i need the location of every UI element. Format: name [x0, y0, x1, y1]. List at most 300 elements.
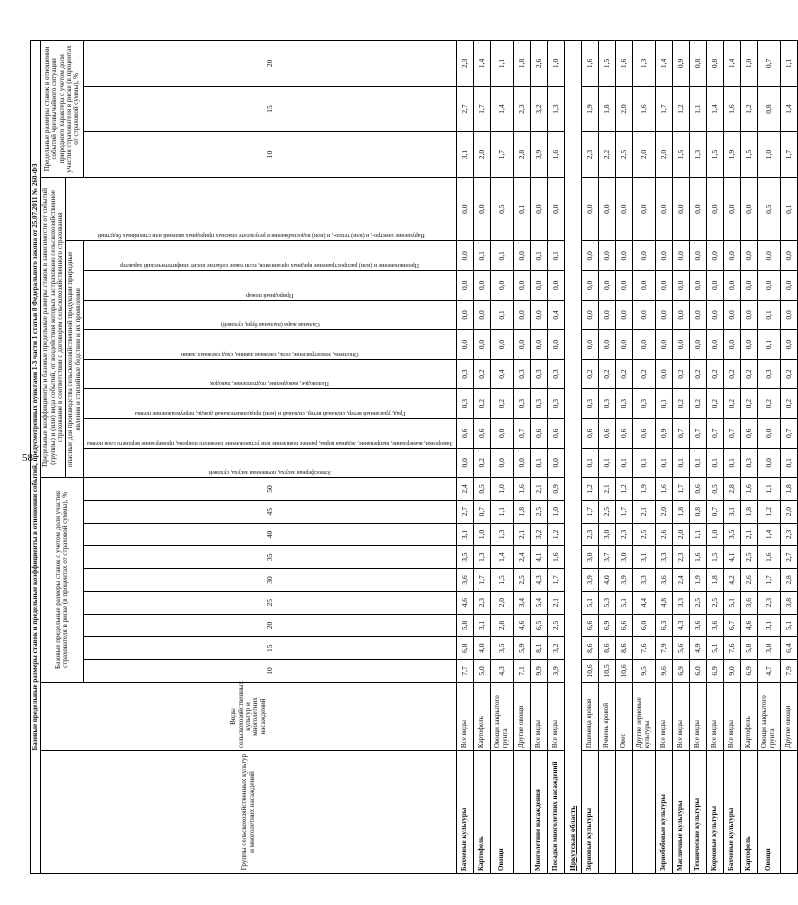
- event-cell: 0,0: [689, 271, 706, 301]
- rate-cell: 1,0: [473, 523, 490, 546]
- right-cell: 1,4: [723, 41, 740, 87]
- event-cell: 0,2: [473, 359, 490, 389]
- right-cell: 1,1: [689, 86, 706, 132]
- event-cell: 0,0: [598, 300, 615, 330]
- right-cell: 1,5: [706, 132, 723, 178]
- event-cell: 0,0: [723, 177, 740, 241]
- rate-cell: 1,3: [473, 546, 490, 569]
- right-cell: 1,3: [689, 132, 706, 178]
- right-cell: 2,3: [456, 41, 473, 87]
- event-cell: 0,0: [632, 241, 655, 271]
- right-cell: 0,8: [757, 86, 780, 132]
- group-cell: [632, 751, 655, 874]
- rate-cell: 2,1: [598, 478, 615, 501]
- event-cell: 0,2: [740, 389, 757, 419]
- rate-cell: 6,9: [598, 614, 615, 637]
- table-row: [547, 41, 564, 874]
- event-cell: 0,1: [757, 300, 780, 330]
- event-cell: 0,0: [757, 448, 780, 478]
- event-cell: 0,0: [740, 241, 757, 271]
- event-cell: 0,1: [581, 448, 598, 478]
- right-cell: 1,6: [547, 132, 564, 178]
- event-cell: 0,2: [780, 389, 797, 419]
- base-rate-level: 30: [84, 569, 457, 592]
- rate-cell: 3,0: [615, 546, 632, 569]
- rate-cell: 2,6: [655, 523, 672, 546]
- event-cell: 0,3: [513, 389, 530, 419]
- crop-cell: Ячмень яровой: [598, 682, 615, 750]
- rate-cell: 5,0: [473, 660, 490, 683]
- event-cell: 0,7: [706, 418, 723, 448]
- event-cell: 0,0: [581, 177, 598, 241]
- rate-cell: 2,0: [780, 500, 797, 523]
- right-cell: 2,7: [456, 86, 473, 132]
- event-cell: 0,2: [581, 359, 598, 389]
- event-cell: 0,1: [530, 448, 547, 478]
- rate-cell: 3,2: [530, 523, 547, 546]
- event-cell: 0,6: [615, 418, 632, 448]
- rate-cell: 1,6: [655, 478, 672, 501]
- table-row: [490, 41, 513, 874]
- right-cell: 1,2: [740, 86, 757, 132]
- event-cell: 0,0: [473, 330, 490, 360]
- rate-cell: 7,9: [655, 637, 672, 660]
- event-cell: 0,0: [780, 300, 797, 330]
- right-cell: 1,0: [757, 132, 780, 178]
- right-cell: 1,4: [780, 86, 797, 132]
- rate-cell: 1,6: [513, 478, 530, 501]
- rate-cell: 2,4: [513, 546, 530, 569]
- event-cell: 0,0: [456, 300, 473, 330]
- rate-cell: 3,2: [547, 637, 564, 660]
- event-col-header: Атмосферная засуха, почвенная засуха, суховей: [208, 469, 332, 476]
- rate-cell: 4,1: [723, 546, 740, 569]
- event-cell: 0,0: [547, 330, 564, 360]
- rate-cell: 6,6: [615, 614, 632, 637]
- rate-cell: 2,5: [706, 591, 723, 614]
- table-row: [689, 41, 706, 874]
- right-cell: 1,5: [672, 132, 689, 178]
- event-cell: 0,1: [689, 448, 706, 478]
- event-cell: 0,4: [490, 359, 513, 389]
- event-cell: 0,3: [547, 389, 564, 419]
- rate-cell: 1,1: [757, 478, 780, 501]
- event-cell: 0,0: [723, 300, 740, 330]
- right-cell: 3,2: [530, 86, 547, 132]
- event-cell: 0,0: [547, 177, 564, 241]
- rate-cell: 8,6: [598, 637, 615, 660]
- rate-cell: 6,9: [740, 660, 757, 683]
- event-cell: 0,0: [581, 241, 598, 271]
- rate-cell: 2,0: [490, 591, 513, 614]
- rates-table: [30, 40, 798, 874]
- rate-cell: 3,6: [655, 569, 672, 592]
- event-cell: 0,2: [689, 359, 706, 389]
- base-rate-level: 40: [84, 523, 457, 546]
- group-cell: Картофель: [740, 751, 757, 874]
- crop-cell: Все виды: [456, 682, 473, 750]
- rate-cell: 1,8: [780, 478, 797, 501]
- base-rate-level: 10: [84, 660, 457, 683]
- right-cell: 1,7: [490, 132, 513, 178]
- table-row: [581, 41, 598, 874]
- right-cell: 1,3: [632, 41, 655, 87]
- event-cell: 0,1: [547, 241, 564, 271]
- event-cell: 0,1: [723, 448, 740, 478]
- rate-cell: 3,1: [757, 614, 780, 637]
- rate-cell: 3,6: [456, 569, 473, 592]
- event-cell: 0,1: [757, 330, 780, 360]
- rate-cell: 1,6: [689, 546, 706, 569]
- group-cell: Бахчевые культуры: [723, 751, 740, 874]
- rate-cell: 1,5: [706, 546, 723, 569]
- event-cell: 0,0: [672, 300, 689, 330]
- event-cell: 0,1: [655, 448, 672, 478]
- event-cell: 0,0: [598, 241, 615, 271]
- group-cell: [513, 751, 530, 874]
- rate-cell: 1,7: [757, 569, 780, 592]
- event-cell: 0,0: [780, 241, 797, 271]
- event-cell: 0,0: [740, 330, 757, 360]
- rate-cell: 3,8: [780, 591, 797, 614]
- right-cell: 0,8: [689, 41, 706, 87]
- event-cell: 0,0: [672, 271, 689, 301]
- event-cell: 0,1: [672, 448, 689, 478]
- group-cell: Многолетние насаждения: [530, 751, 547, 874]
- crop-cell: Все виды: [723, 682, 740, 750]
- group-cell: Кормовые культуры: [706, 751, 723, 874]
- right-level: 10: [84, 132, 457, 178]
- right-cell: 2,0: [473, 132, 490, 178]
- right-cell: 2,3: [513, 86, 530, 132]
- event-cell: 0,2: [723, 359, 740, 389]
- event-col-header: Заморозки, вымерзание, выпревание, ледяная корка, раннее появление или установление снежного покрова, промерзание верхнего слоя почвы: [87, 439, 453, 446]
- rate-cell: 2,5: [547, 614, 564, 637]
- rate-cell: 1,2: [581, 478, 598, 501]
- event-cell: 0,7: [513, 418, 530, 448]
- rate-cell: 3,9: [615, 569, 632, 592]
- table-row: [456, 41, 473, 874]
- right-cell: 1,4: [655, 41, 672, 87]
- event-cell: 0,7: [672, 418, 689, 448]
- event-cell: 0,0: [780, 330, 797, 360]
- base-rate-level: 25: [84, 591, 457, 614]
- base-rate-level: 20: [84, 614, 457, 637]
- event-cell: 0,0: [655, 300, 672, 330]
- rate-cell: 6,0: [689, 660, 706, 683]
- right-cell: 1,6: [615, 41, 632, 87]
- table-row: [615, 41, 632, 874]
- rate-cell: 3,7: [598, 546, 615, 569]
- event-cell: 0,0: [706, 330, 723, 360]
- event-cell: 0,0: [598, 330, 615, 360]
- rate-cell: 0,5: [706, 478, 723, 501]
- rate-cell: 1,7: [547, 569, 564, 592]
- event-cell: 0,5: [490, 177, 513, 241]
- rate-cell: 3,1: [473, 614, 490, 637]
- base-rate-level: 15: [84, 637, 457, 660]
- rate-cell: 9,6: [655, 660, 672, 683]
- crop-cell: Овощи закрытого грунта: [757, 682, 780, 750]
- rate-cell: 10,6: [615, 660, 632, 683]
- event-cell: 0,0: [473, 300, 490, 330]
- crop-cell: Овес: [615, 682, 632, 750]
- rate-cell: 6,8: [456, 637, 473, 660]
- event-cell: 0,6: [581, 418, 598, 448]
- base-rate-level: 45: [84, 500, 457, 523]
- event-cell: 0,6: [632, 418, 655, 448]
- rate-cell: 9,5: [632, 660, 655, 683]
- event-cell: 0,3: [615, 389, 632, 419]
- event-cell: 0,0: [655, 359, 672, 389]
- event-cell: 0,0: [456, 448, 473, 478]
- event-cell: 0,0: [723, 271, 740, 301]
- rate-cell: 1,4: [757, 523, 780, 546]
- rate-cell: 0,7: [706, 500, 723, 523]
- rate-cell: 4,6: [456, 591, 473, 614]
- crop-header: Виды сельскохозяйственных культур и многолетних насаждений: [41, 682, 456, 750]
- rate-cell: 3,3: [655, 546, 672, 569]
- rate-cell: 3,5: [490, 637, 513, 660]
- group-cell: Масличные культуры: [672, 751, 689, 874]
- group-cell: Овощи: [490, 751, 513, 874]
- coeffs-subheader: опасные для производства сельскохозяйственной продукции природные явления и стихийные бедствия и их проявления: [66, 241, 84, 478]
- event-cell: 0,3: [757, 359, 780, 389]
- event-col-header: Природный пожар: [246, 291, 294, 298]
- rate-cell: 5,8: [740, 637, 757, 660]
- event-cell: 0,7: [689, 418, 706, 448]
- event-cell: 0,0: [655, 271, 672, 301]
- event-cell: 0,1: [780, 177, 797, 241]
- rate-cell: 2,8: [490, 614, 513, 637]
- rate-cell: 5,3: [598, 591, 615, 614]
- event-cell: 0,2: [723, 389, 740, 419]
- event-cell: 0,0: [757, 418, 780, 448]
- right-cell: 2,8: [513, 132, 530, 178]
- event-cell: 0,1: [530, 241, 547, 271]
- event-cell: 0,2: [672, 359, 689, 389]
- table-row: [723, 41, 740, 874]
- event-cell: 0,0: [598, 177, 615, 241]
- event-col-header: Нарушение электро-, и (или) тепло-, и (или) водоснабжения в результате опасных природных явлений или стихийных бедствий: [97, 232, 425, 239]
- rate-cell: 9,9: [530, 660, 547, 683]
- group-cell: [598, 751, 615, 874]
- event-cell: 0,0: [723, 241, 740, 271]
- event-cell: 0,0: [672, 177, 689, 241]
- event-cell: 0,2: [706, 359, 723, 389]
- rate-cell: 10,6: [581, 660, 598, 683]
- right-cell: 1,3: [547, 86, 564, 132]
- rate-cell: 1,3: [490, 523, 513, 546]
- event-cell: 0,3: [632, 389, 655, 419]
- event-cell: 0,0: [757, 271, 780, 301]
- rate-cell: 4,3: [490, 660, 513, 683]
- right-cell: 1,0: [740, 41, 757, 87]
- event-cell: 0,3: [547, 359, 564, 389]
- event-cell: 0,3: [456, 359, 473, 389]
- event-cell: 0,0: [740, 300, 757, 330]
- event-cell: 0,0: [632, 271, 655, 301]
- group-cell: Зернобобовые культуры: [655, 751, 672, 874]
- crop-cell: Другие овощи: [780, 682, 797, 750]
- event-cell: 0,0: [490, 448, 513, 478]
- rate-cell: 1,6: [757, 546, 780, 569]
- rate-cell: 2,4: [672, 569, 689, 592]
- right-cell: 1,6: [632, 86, 655, 132]
- rate-cell: 2,5: [598, 500, 615, 523]
- rate-cell: 2,1: [632, 500, 655, 523]
- event-cell: 0,3: [513, 359, 530, 389]
- right-cell: 2,0: [615, 86, 632, 132]
- right-cell: 1,6: [581, 41, 598, 87]
- rate-cell: 4,4: [632, 591, 655, 614]
- rate-cell: 1,7: [473, 569, 490, 592]
- rate-cell: 7,9: [780, 660, 797, 683]
- rate-cell: 5,1: [706, 637, 723, 660]
- event-cell: 0,1: [490, 241, 513, 271]
- event-cell: 0,6: [598, 418, 615, 448]
- event-cell: 0,0: [581, 300, 598, 330]
- right-cell: 0,7: [757, 41, 780, 87]
- rate-cell: 1,2: [757, 500, 780, 523]
- rate-cell: 9,0: [723, 660, 740, 683]
- table-row: [530, 41, 547, 874]
- event-cell: 0,0: [456, 271, 473, 301]
- event-cell: 0,6: [473, 418, 490, 448]
- event-cell: 0,2: [757, 389, 780, 419]
- event-cell: 0,1: [632, 448, 655, 478]
- event-cell: 0,1: [513, 177, 530, 241]
- event-cell: 0,1: [615, 448, 632, 478]
- rate-cell: 7,7: [456, 660, 473, 683]
- event-cell: 0,0: [706, 271, 723, 301]
- event-cell: 0,0: [530, 177, 547, 241]
- rate-cell: 4,0: [473, 637, 490, 660]
- event-cell: 0,0: [581, 271, 598, 301]
- right-cell: 1,7: [780, 132, 797, 178]
- rate-cell: 0,5: [473, 478, 490, 501]
- event-cell: 0,2: [740, 359, 757, 389]
- event-cell: 0,6: [530, 418, 547, 448]
- rate-cell: 0,6: [689, 478, 706, 501]
- event-cell: 0,3: [598, 389, 615, 419]
- rate-cell: 2,5: [740, 546, 757, 569]
- rate-cell: 6,7: [723, 614, 740, 637]
- right-cell: 2,0: [655, 132, 672, 178]
- rate-cell: 6,6: [581, 614, 598, 637]
- event-cell: 0,0: [615, 300, 632, 330]
- event-cell: 0,2: [632, 359, 655, 389]
- rate-cell: 1,4: [490, 546, 513, 569]
- rate-cell: 2,3: [672, 546, 689, 569]
- rate-cell: 1,0: [547, 500, 564, 523]
- right-cell: 2,6: [530, 41, 547, 87]
- event-cell: 0,0: [723, 330, 740, 360]
- event-cell: 0,0: [615, 271, 632, 301]
- right-cell: 2,3: [581, 132, 598, 178]
- rate-cell: 1,8: [672, 500, 689, 523]
- rate-cell: 3,9: [581, 569, 598, 592]
- coeffs-header: Предельные коэффициенты и базовые предельные размеры ставок в зависимости от событий (группы) и (или) вида событий, от воздействия которых застраховано сельскохозяйственное страхование в соответствии с договором сельскохозяйственного страхования: [41, 177, 66, 477]
- table-title: Базовые предельные размеры ставок и предельные коэффициенты в отношении событий, предусмотренных пунктами 1-3 части 1 статьи 8 Федерального закона от 25.07.2011 № 260-ФЗ: [31, 41, 41, 874]
- rate-cell: 6,5: [530, 614, 547, 637]
- crop-cell: Все виды: [530, 682, 547, 750]
- event-cell: 0,0: [513, 241, 530, 271]
- right-cell: 1,7: [655, 86, 672, 132]
- rate-cell: 4,2: [723, 569, 740, 592]
- event-cell: 0,0: [615, 330, 632, 360]
- event-col-header: Проникновение и (или) распространение вредных организмов, если такое событие носит эпифитотический характер: [120, 262, 420, 269]
- rate-cell: 2,3: [757, 591, 780, 614]
- event-cell: 0,0: [530, 330, 547, 360]
- crop-cell: Другие овощи: [513, 682, 530, 750]
- rate-cell: 4,6: [740, 614, 757, 637]
- event-cell: 0,2: [598, 359, 615, 389]
- event-cell: 0,0: [689, 241, 706, 271]
- group-cell: Посадки многолетних насаждений: [547, 751, 564, 874]
- event-cell: 0,0: [615, 241, 632, 271]
- event-cell: 0,1: [706, 448, 723, 478]
- right-cell: 1,2: [672, 86, 689, 132]
- event-cell: 0,3: [530, 389, 547, 419]
- crop-cell: Все виды: [547, 682, 564, 750]
- rotated-table-wrapper: [30, 40, 793, 874]
- event-cell: 0,0: [706, 241, 723, 271]
- event-cell: 0,2: [615, 359, 632, 389]
- table-row: [740, 41, 757, 874]
- rate-cell: 8,6: [581, 637, 598, 660]
- event-cell: 0,0: [547, 448, 564, 478]
- rate-cell: 2,1: [547, 591, 564, 614]
- rate-cell: 2,5: [530, 500, 547, 523]
- rate-cell: 4,3: [530, 569, 547, 592]
- crop-cell: Овощи закрытого грунта: [490, 682, 513, 750]
- event-cell: 0,0: [740, 271, 757, 301]
- rate-cell: 1,2: [615, 478, 632, 501]
- rate-cell: 3,1: [723, 500, 740, 523]
- crop-cell: Другие зерновые культуры: [632, 682, 655, 750]
- event-cell: 0,0: [530, 271, 547, 301]
- rate-cell: 2,4: [456, 478, 473, 501]
- rate-cell: 5,1: [581, 591, 598, 614]
- crop-cell: Пшеница яровая: [581, 682, 598, 750]
- right-cell: 0,9: [672, 41, 689, 87]
- rate-cell: 2,3: [780, 523, 797, 546]
- right-header: Предельные размеры ставок в отношении событий чрезвычайного ситуации природного характера с учетом доли участия страхователя в риске (в процентах от страховой суммы), %: [41, 41, 84, 178]
- rate-cell: 5,6: [672, 637, 689, 660]
- event-cell: 0,0: [706, 177, 723, 241]
- right-cell: 1,4: [706, 86, 723, 132]
- rate-cell: 2,5: [513, 569, 530, 592]
- rate-cell: 8,6: [615, 637, 632, 660]
- event-cell: 0,1: [780, 448, 797, 478]
- rate-cell: 1,7: [615, 500, 632, 523]
- event-cell: 0,0: [632, 330, 655, 360]
- event-cell: 0,7: [723, 418, 740, 448]
- event-cell: 0,0: [456, 241, 473, 271]
- event-cell: 0,3: [581, 389, 598, 419]
- event-cell: 0,3: [740, 448, 757, 478]
- page-number: 58: [22, 452, 33, 464]
- event-cell: 0,2: [473, 389, 490, 419]
- base-rate-level: 50: [84, 478, 457, 501]
- rate-cell: 3,6: [689, 614, 706, 637]
- event-cell: 0,0: [655, 241, 672, 271]
- table-row: [706, 41, 723, 874]
- event-cell: 0,1: [473, 241, 490, 271]
- rate-cell: 2,8: [723, 478, 740, 501]
- rate-cell: 2,3: [615, 523, 632, 546]
